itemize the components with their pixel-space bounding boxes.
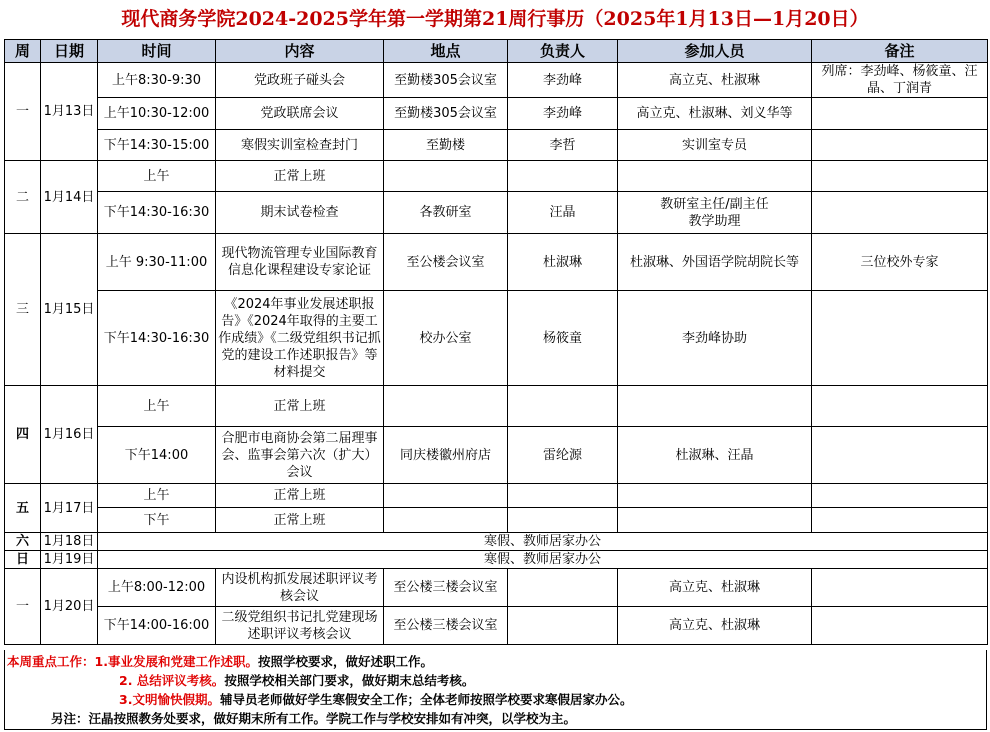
- table-row: [5, 98, 988, 130]
- table-row: [5, 234, 988, 291]
- lead-cell: [508, 508, 618, 533]
- date-cell: 1月13日: [41, 63, 98, 161]
- place-cell: 至勤楼: [384, 130, 508, 161]
- lead-cell: [508, 386, 618, 427]
- content-cell: 正常上班: [216, 161, 384, 192]
- holiday-cell: 寒假、教师居家办公: [98, 533, 988, 551]
- place-cell: 至勤楼305会议室: [384, 98, 508, 130]
- content-cell: 党政联席会议: [216, 98, 384, 130]
- table-row: [5, 533, 988, 551]
- focus-item-3-body: 辅导员老师做好学生寒假安全工作；全体老师按照学校要求寒假居家办公。: [219, 692, 633, 707]
- focus-item-2: [119, 671, 474, 690]
- attendees-cell: 高立克、杜淑琳: [618, 607, 812, 645]
- attendees-cell: 实训室专员: [618, 130, 812, 161]
- place-cell: [384, 161, 508, 192]
- table-row: [5, 508, 988, 533]
- table-row: [5, 192, 988, 234]
- weekday-cell: 二: [5, 161, 41, 234]
- attendees-cell: 杜淑琳、外国语学院胡院长等: [618, 234, 812, 291]
- focus-item-3-head: 3.文明愉快假期。: [119, 692, 220, 707]
- weekday-cell: 三: [5, 234, 41, 386]
- time-cell: 下午14:30-15:00: [98, 130, 216, 161]
- lead-cell: 李劲峰: [508, 63, 618, 98]
- lead-cell: 李劲峰: [508, 98, 618, 130]
- time-cell: 下午14:30-16:30: [98, 192, 216, 234]
- col-header-week: 周: [5, 40, 41, 63]
- content-cell: 现代物流管理专业国际教育信息化课程建设专家论证: [216, 234, 384, 291]
- content-cell: 二级党组织书记扎党建现场述职评议考核会议: [216, 607, 384, 645]
- attendees-cell: [618, 386, 812, 427]
- col-header-lead: 负责人: [508, 40, 618, 63]
- schedule-table: [4, 39, 988, 645]
- time-cell: 下午14:00-16:00: [98, 607, 216, 645]
- page-title: 现代商务学院2024-2025学年第一学期第21周行事历（2025年1月13日—1月20日）: [121, 8, 869, 30]
- note-cell: [812, 386, 988, 427]
- lead-cell: [508, 569, 618, 607]
- weekday-cell: 一: [5, 63, 41, 161]
- content-cell: 内设机构抓发展述职评议考核会议: [216, 569, 384, 607]
- header-row: [5, 40, 988, 63]
- content-cell: 合肥市电商协会第二届理事会、监事会第六次（扩大）会议: [216, 427, 384, 484]
- note-cell: [812, 192, 988, 234]
- note-cell: [812, 161, 988, 192]
- weekday-cell: 一: [5, 569, 41, 645]
- content-cell: 寒假实训室检查封门: [216, 130, 384, 161]
- note-cell: 列席：李劲峰、杨筱童、汪晶、丁润青: [812, 63, 988, 98]
- place-cell: 校办公室: [384, 291, 508, 386]
- table-row: [5, 551, 988, 569]
- attendees-cell: 高立克、杜淑琳、刘义华等: [618, 98, 812, 130]
- note-cell: [812, 607, 988, 645]
- place-cell: 同庆楼徽州府店: [384, 427, 508, 484]
- date-cell: 1月20日: [41, 569, 98, 645]
- place-cell: [384, 508, 508, 533]
- col-header-place: 地点: [384, 40, 508, 63]
- place-cell: 至勤楼305会议室: [384, 63, 508, 98]
- time-cell: 上午: [98, 386, 216, 427]
- table-row: [5, 130, 988, 161]
- time-cell: 下午14:00: [98, 427, 216, 484]
- time-cell: 上午 9:30-11:00: [98, 234, 216, 291]
- time-cell: 上午8:00-12:00: [98, 569, 216, 607]
- note-cell: [812, 98, 988, 130]
- time-cell: 下午14:30-16:30: [98, 291, 216, 386]
- place-cell: 至公楼会议室: [384, 234, 508, 291]
- attendees-cell: 杜淑琳、汪晶: [618, 427, 812, 484]
- col-header-time: 时间: [98, 40, 216, 63]
- col-header-date: 日期: [41, 40, 98, 63]
- content-cell: 正常上班: [216, 508, 384, 533]
- focus-item-1-head: 1.事业发展和党建工作述职。: [94, 654, 258, 669]
- attendees-cell: [618, 508, 812, 533]
- attendees-cell: 高立克、杜淑琳: [618, 63, 812, 98]
- col-header-note: 备注: [812, 40, 988, 63]
- table-row: [5, 484, 988, 508]
- date-cell: 1月15日: [41, 234, 98, 386]
- note-cell: [812, 291, 988, 386]
- lead-cell: [508, 484, 618, 508]
- table-row: [5, 63, 988, 98]
- table-row: [5, 607, 988, 645]
- note-cell: [812, 427, 988, 484]
- time-cell: 上午: [98, 484, 216, 508]
- focus-item-1: [7, 652, 433, 671]
- weekday-cell: 四: [5, 386, 41, 484]
- focus-label: 本周重点工作：: [7, 654, 95, 669]
- lead-cell: [508, 161, 618, 192]
- attendees-cell: [618, 484, 812, 508]
- content-cell: 《2024年事业发展述职报告》《2024年取得的主要工作成绩》《二级党组织书记抓党的建设工作述职报告》等材料提交: [216, 291, 384, 386]
- date-cell: 1月18日: [41, 533, 98, 551]
- note-cell: [812, 484, 988, 508]
- place-cell: 至公楼三楼会议室: [384, 569, 508, 607]
- attendees-cell: 教研室主任/副主任 教学助理: [618, 192, 812, 234]
- note-cell: [812, 508, 988, 533]
- remark-line: 另注：汪晶按照教务处要求，做好期末所有工作。学院工作与学校安排如有冲突，以学校为主。: [51, 711, 577, 726]
- note-cell: [812, 130, 988, 161]
- holiday-cell: 寒假、教师居家办公: [98, 551, 988, 569]
- lead-cell: 杜淑琳: [508, 234, 618, 291]
- content-cell: 党政班子碰头会: [216, 63, 384, 98]
- weekly-focus-notes: [4, 650, 987, 730]
- table-row: [5, 386, 988, 427]
- lead-cell: 杨筱童: [508, 291, 618, 386]
- place-cell: 各教研室: [384, 192, 508, 234]
- lead-cell: 雷纶源: [508, 427, 618, 484]
- date-cell: 1月19日: [41, 551, 98, 569]
- weekday-cell: 日: [5, 551, 41, 569]
- date-cell: 1月16日: [41, 386, 98, 484]
- focus-item-1-body: 按照学校要求，做好述职工作。: [257, 654, 433, 669]
- table-row: [5, 161, 988, 192]
- content-cell: 正常上班: [216, 484, 384, 508]
- table-row: [5, 569, 988, 607]
- attendees-cell: 李劲峰协助: [618, 291, 812, 386]
- place-cell: 至公楼三楼会议室: [384, 607, 508, 645]
- focus-item-2-head: 2. 总结评议考核。: [119, 673, 225, 688]
- date-cell: 1月17日: [41, 484, 98, 533]
- content-cell: 正常上班: [216, 386, 384, 427]
- attendees-cell: [618, 161, 812, 192]
- place-cell: [384, 484, 508, 508]
- lead-cell: 李哲: [508, 130, 618, 161]
- focus-item-2-body: 按照学校相关部门要求，做好期末总结考核。: [224, 673, 475, 688]
- attendees-cell: 高立克、杜淑琳: [618, 569, 812, 607]
- focus-item-3: [119, 690, 632, 709]
- note-cell: 三位校外专家: [812, 234, 988, 291]
- table-row: [5, 427, 988, 484]
- table-row: [5, 291, 988, 386]
- note-cell: [812, 569, 988, 607]
- time-cell: 上午: [98, 161, 216, 192]
- weekday-cell: 五: [5, 484, 41, 533]
- lead-cell: 汪晶: [508, 192, 618, 234]
- place-cell: [384, 386, 508, 427]
- time-cell: 下午: [98, 508, 216, 533]
- time-cell: 上午10:30-12:00: [98, 98, 216, 130]
- col-header-attendees: 参加人员: [618, 40, 812, 63]
- col-header-content: 内容: [216, 40, 384, 63]
- content-cell: 期末试卷检查: [216, 192, 384, 234]
- lead-cell: [508, 607, 618, 645]
- weekday-cell: 六: [5, 533, 41, 551]
- date-cell: 1月14日: [41, 161, 98, 234]
- time-cell: 上午8:30-9:30: [98, 63, 216, 98]
